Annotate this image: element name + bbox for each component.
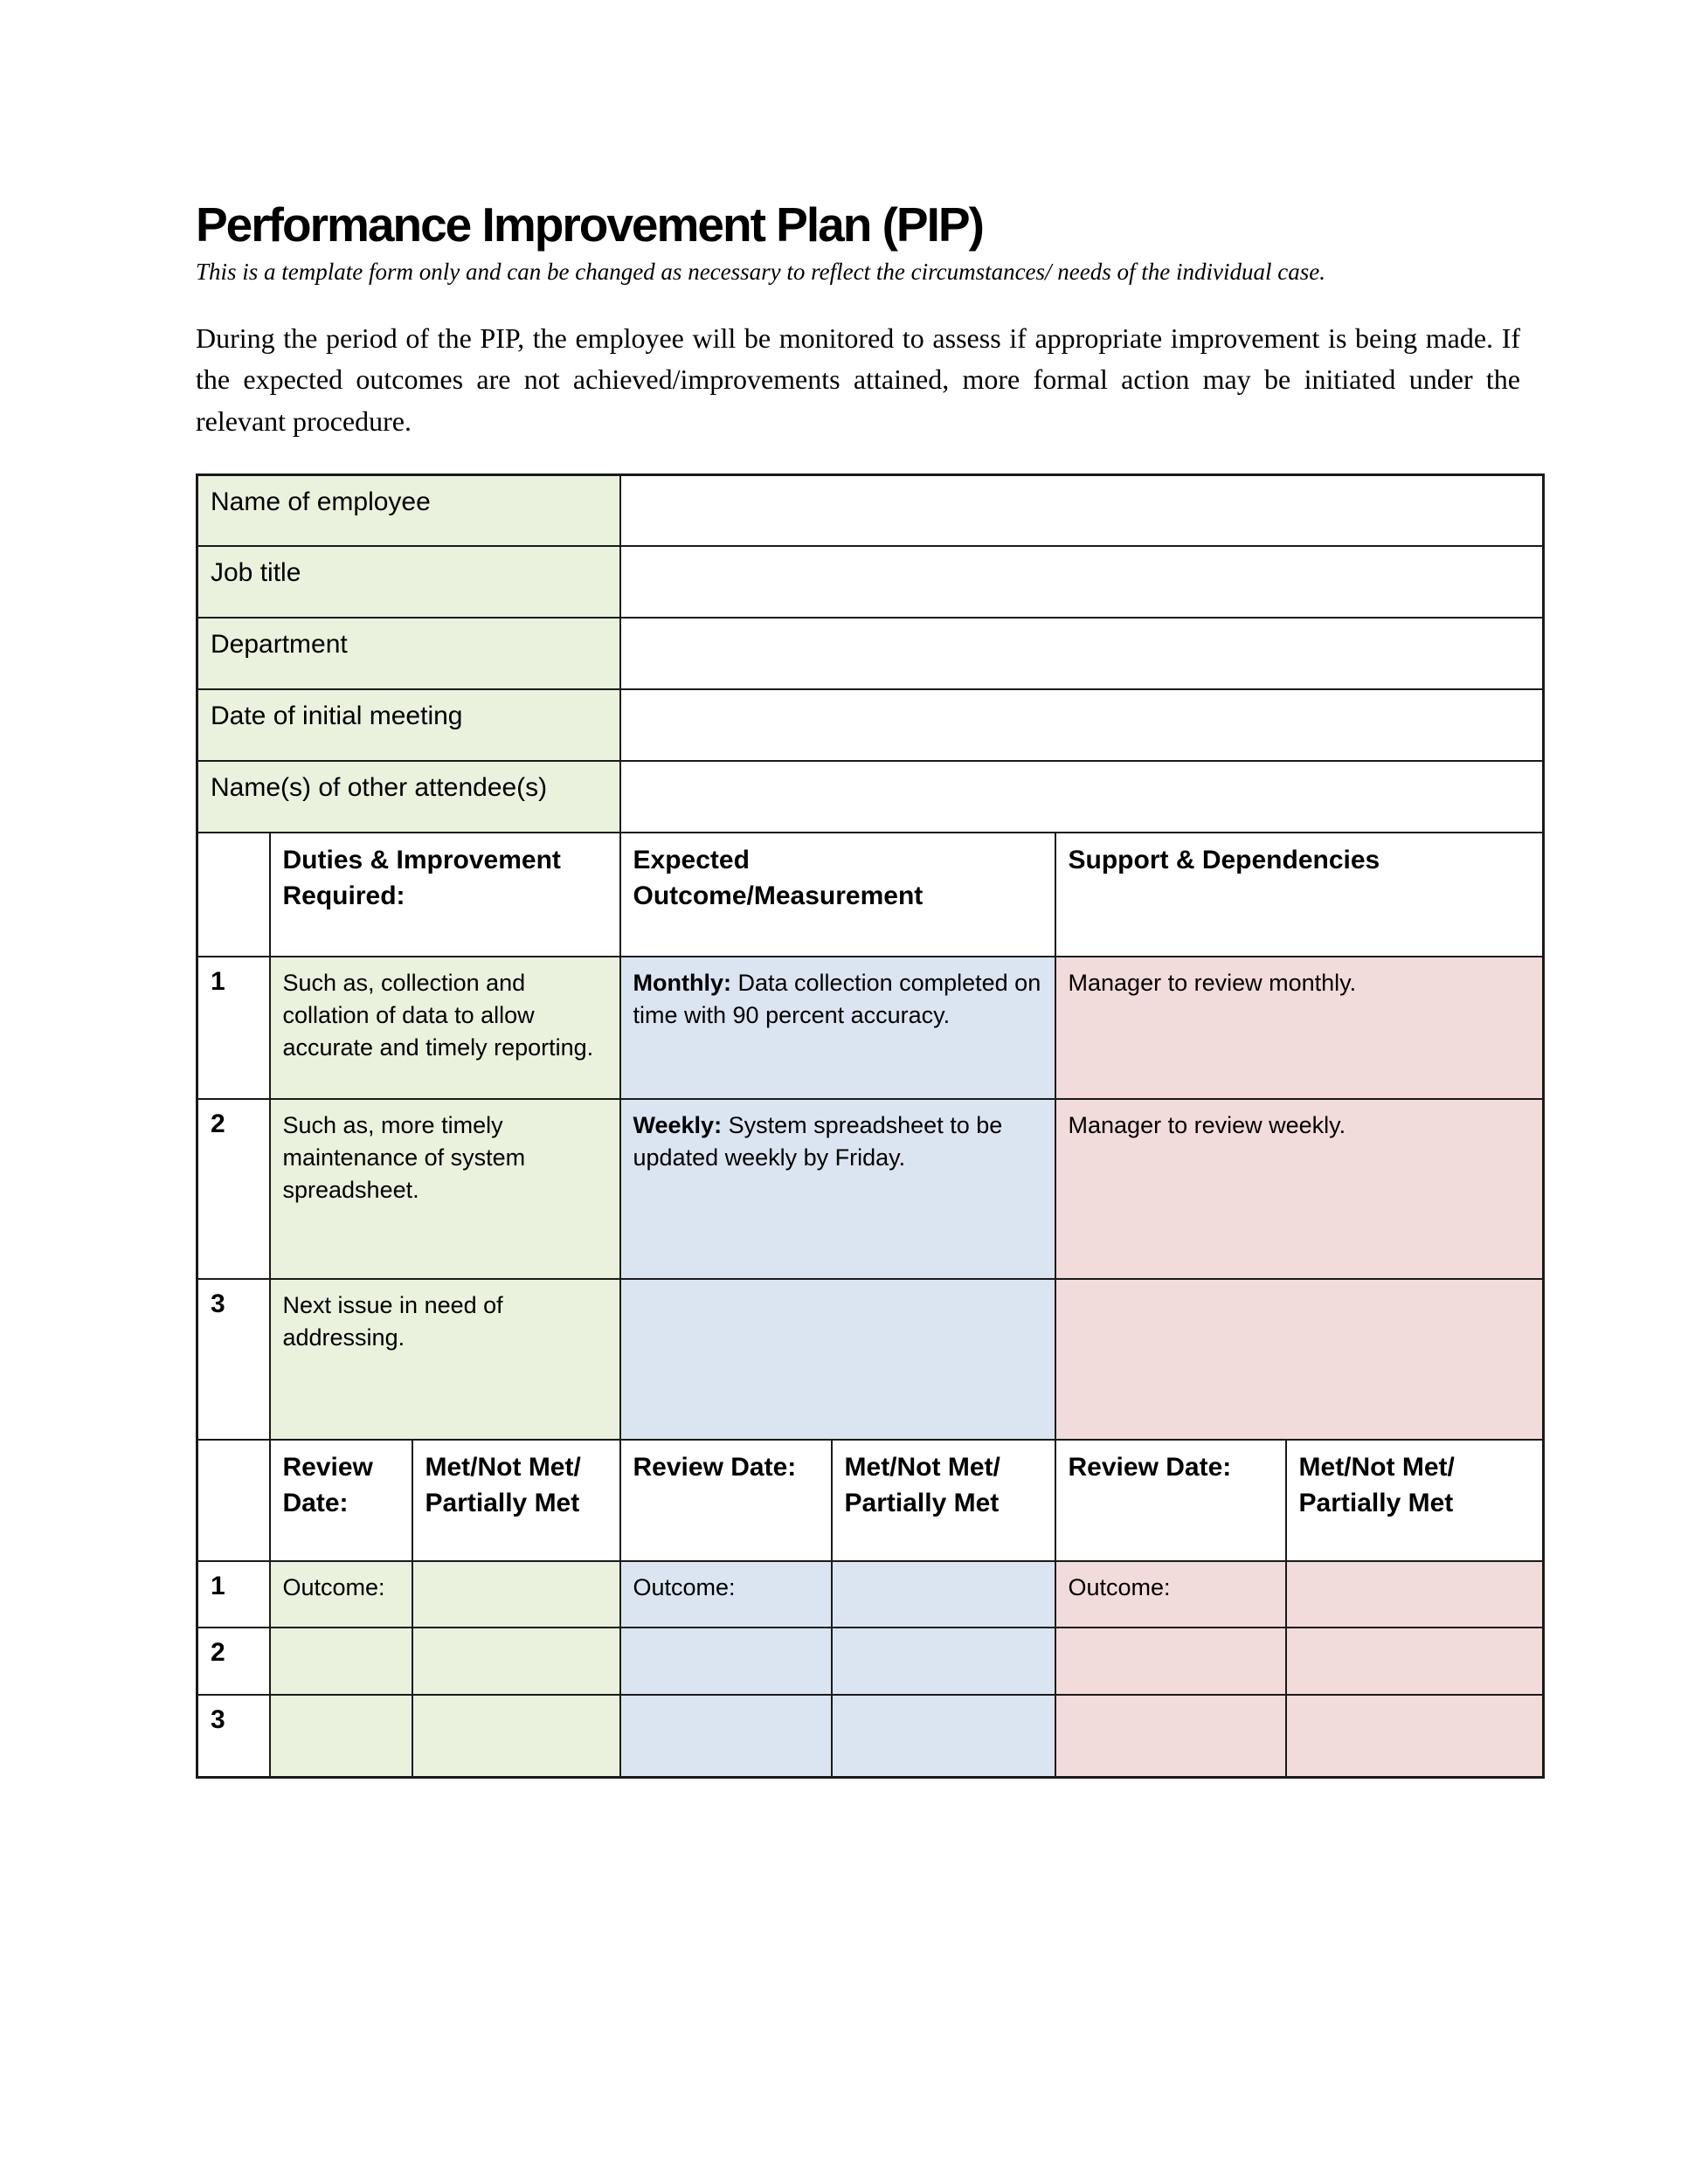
- plan-header-support: [1055, 833, 1544, 957]
- info-row-employee-name: [197, 474, 1544, 546]
- outcome-row-1-date-2[interactable]: Outcome:: [620, 1561, 832, 1628]
- outcome-row-3-number: 3: [197, 1695, 270, 1777]
- outcome-row-2-date-2[interactable]: [620, 1628, 832, 1695]
- review-header-met-1-line2: Partially Met: [425, 1488, 580, 1517]
- review-header-number-cell: [197, 1440, 270, 1561]
- info-label-employee-name: Name of employee: [197, 474, 620, 546]
- review-header-met-2: [832, 1440, 1055, 1561]
- plan-row-3-number: 3: [197, 1279, 270, 1440]
- info-row-other-attendees: [197, 761, 1544, 833]
- review-header-met-2-line1: Met/Not Met/: [844, 1453, 1000, 1482]
- plan-header-number-cell: [197, 833, 270, 957]
- outcome-row-2: [197, 1628, 1544, 1695]
- info-label-other-attendees: Name(s) of other attendee(s): [197, 761, 620, 833]
- review-header-date-2: Review Date:: [620, 1440, 832, 1561]
- plan-row-2-support: Manager to review weekly.: [1055, 1099, 1544, 1279]
- plan-row-1-support: Manager to review monthly.: [1055, 957, 1544, 1099]
- plan-header-duties-line2: Required:: [282, 881, 405, 910]
- review-header-date-1: Review Date:: [270, 1440, 412, 1561]
- plan-header-duties-line1: Duties & Improvement: [282, 846, 561, 875]
- info-value-department[interactable]: [620, 618, 1544, 689]
- outcome-row-1-met-3[interactable]: [1286, 1561, 1544, 1628]
- outcome-row-2-date-3[interactable]: [1055, 1628, 1286, 1695]
- outcome-row-3-met-3[interactable]: [1286, 1695, 1544, 1777]
- plan-row-1-number: 1: [197, 957, 270, 1099]
- info-row-initial-meeting-date: [197, 689, 1544, 761]
- plan-header-duties: [270, 833, 620, 957]
- outcome-row-1-met-2[interactable]: [832, 1561, 1055, 1628]
- info-label-department: Department: [197, 618, 620, 689]
- plan-row-2-expected-text: System spreadsheet to be updated weekly by Friday.: [633, 1112, 1003, 1171]
- review-header-row: [197, 1440, 1544, 1561]
- plan-row-2: [197, 1099, 1544, 1279]
- intro-paragraph: During the period of the PIP, the employee will be monitored to assess if appropriate improvement is being made. If the expected outcomes are not achieved/improvements attained, more formal action may be initiated under the relevant procedure.: [196, 321, 1520, 437]
- outcome-row-2-date-1[interactable]: [270, 1628, 412, 1695]
- outcome-row-2-met-2[interactable]: [832, 1628, 1055, 1695]
- plan-row-3-support[interactable]: [1055, 1279, 1544, 1440]
- outcome-row-3-date-2[interactable]: [620, 1695, 832, 1777]
- plan-row-2-expected-lead: Weekly:: [633, 1112, 723, 1139]
- plan-row-1-expected-text: Data collection completed on time with 90 percent accuracy.: [633, 970, 1041, 1029]
- info-value-initial-meeting-date[interactable]: [620, 689, 1544, 761]
- outcome-row-3: [197, 1695, 1544, 1777]
- info-value-employee-name[interactable]: [620, 474, 1544, 546]
- outcome-row-3-date-3[interactable]: [1055, 1695, 1286, 1777]
- plan-row-3-expected[interactable]: [620, 1279, 1055, 1440]
- review-header-met-2-line2: Partially Met: [844, 1488, 1000, 1517]
- plan-row-3-duty: Next issue in need of addressing.: [270, 1279, 620, 1440]
- plan-header-support-line1: Support & Dependencies: [1068, 846, 1380, 875]
- info-value-job-title[interactable]: [620, 546, 1544, 618]
- info-row-department: [197, 618, 1544, 689]
- plan-row-1-duty: Such as, collection and collation of data to allow accurate and timely reporting.: [270, 957, 620, 1099]
- outcome-row-1-number: 1: [197, 1561, 270, 1628]
- page-title: Performance Improvement Plan (PIP): [196, 197, 983, 252]
- info-row-job-title: [197, 546, 1544, 618]
- outcome-row-1-date-1[interactable]: Outcome:: [270, 1561, 412, 1628]
- info-value-other-attendees[interactable]: [620, 761, 1544, 833]
- outcome-row-1-met-1[interactable]: [412, 1561, 620, 1628]
- pip-form-table: [196, 473, 1545, 1779]
- plan-row-1-expected: [620, 957, 1055, 1099]
- plan-row-2-number: 2: [197, 1099, 270, 1279]
- plan-header-expected-line2: Outcome/Measurement: [633, 881, 924, 910]
- plan-row-1: [197, 957, 1544, 1099]
- template-disclaimer: This is a template form only and can be changed as necessary to reflect the circumstances/ needs of the individual case.: [196, 259, 1325, 286]
- review-header-met-3: [1286, 1440, 1544, 1561]
- plan-row-2-expected: [620, 1099, 1055, 1279]
- review-header-date-3: Review Date:: [1055, 1440, 1286, 1561]
- outcome-row-1: [197, 1561, 1544, 1628]
- review-header-met-1: [412, 1440, 620, 1561]
- plan-header-expected-line1: Expected: [633, 846, 750, 875]
- plan-row-3: [197, 1279, 1544, 1440]
- plan-row-1-expected-lead: Monthly:: [633, 970, 731, 997]
- document-page: [196, 199, 1542, 1779]
- review-header-met-3-line2: Partially Met: [1298, 1488, 1454, 1517]
- outcome-row-3-met-2[interactable]: [832, 1695, 1055, 1777]
- outcome-row-2-met-3[interactable]: [1286, 1628, 1544, 1695]
- outcome-row-3-date-1[interactable]: [270, 1695, 412, 1777]
- plan-header-expected: [620, 833, 1055, 957]
- info-label-initial-meeting-date: Date of initial meeting: [197, 689, 620, 761]
- review-header-met-1-line1: Met/Not Met/: [425, 1453, 581, 1482]
- plan-row-2-duty: Such as, more timely maintenance of system spreadsheet.: [270, 1099, 620, 1279]
- plan-header-row: [197, 833, 1544, 957]
- outcome-row-2-met-1[interactable]: [412, 1628, 620, 1695]
- review-header-met-3-line1: Met/Not Met/: [1298, 1453, 1455, 1482]
- outcome-row-3-met-1[interactable]: [412, 1695, 620, 1777]
- outcome-row-1-date-3[interactable]: Outcome:: [1055, 1561, 1286, 1628]
- outcome-row-2-number: 2: [197, 1628, 270, 1695]
- info-label-job-title: Job title: [197, 546, 620, 618]
